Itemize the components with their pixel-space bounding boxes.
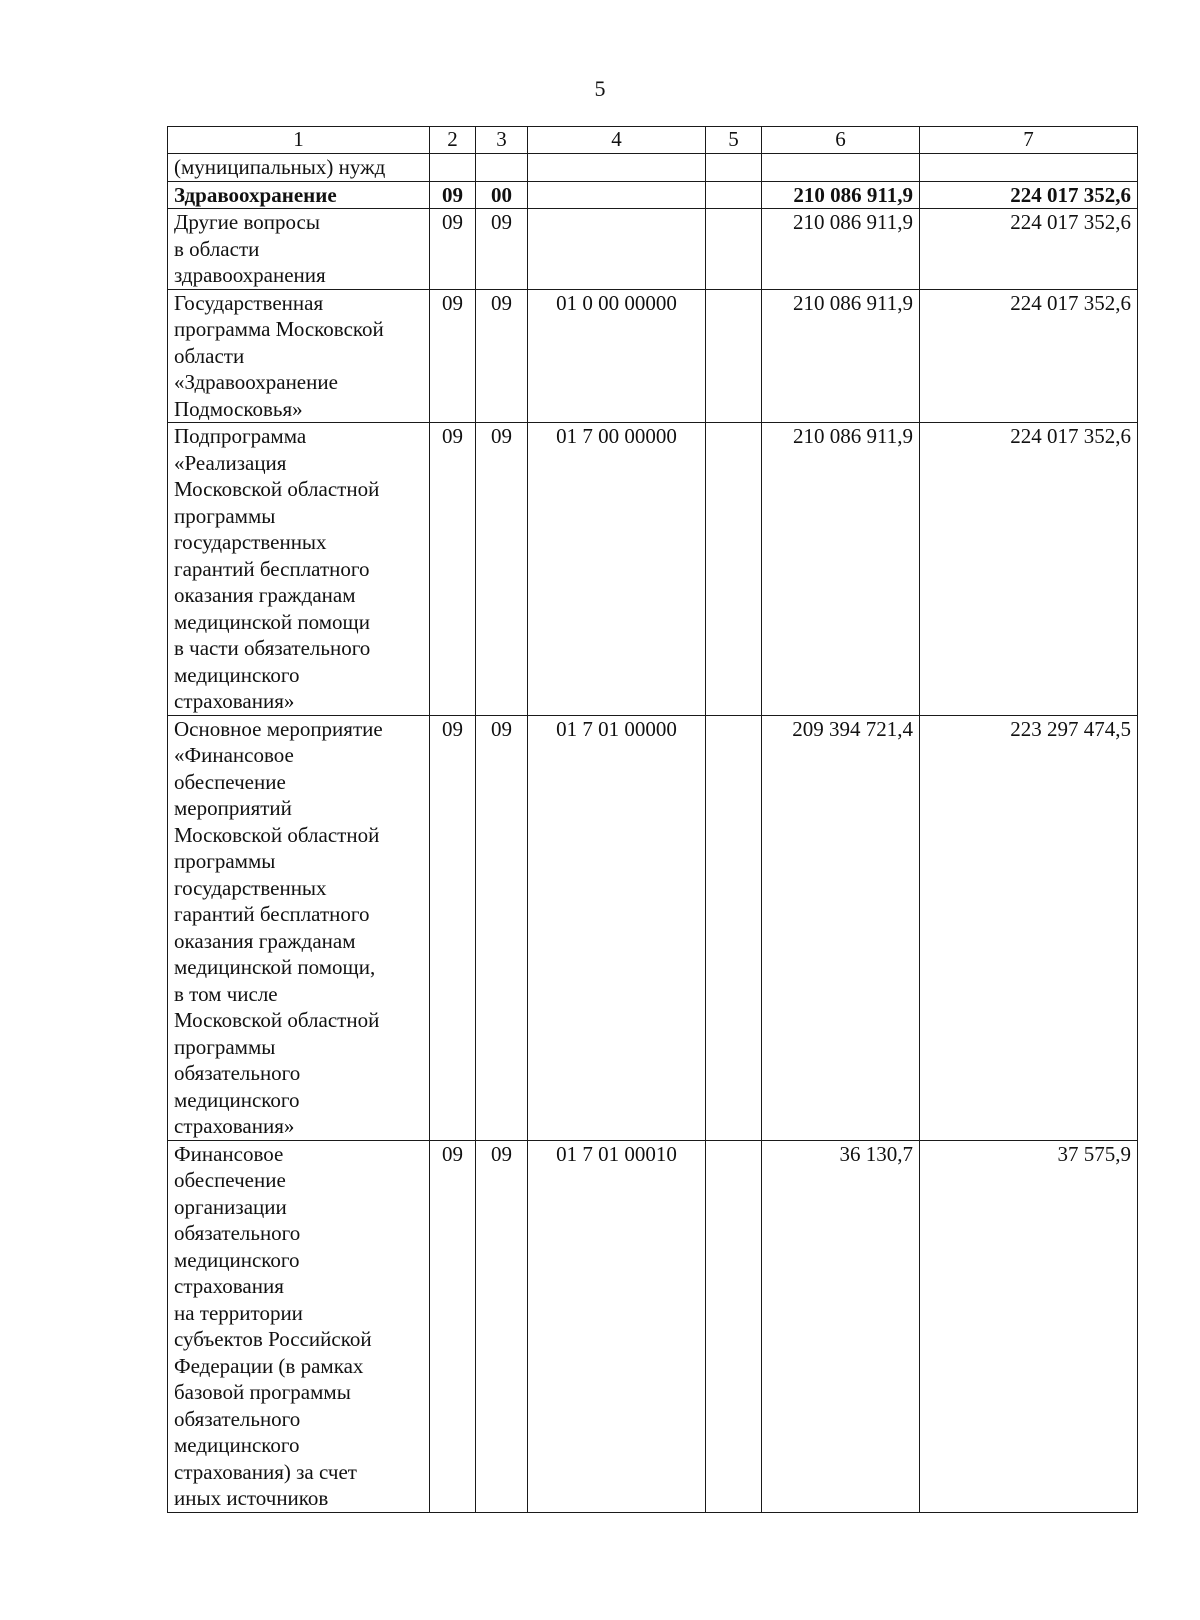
row-podrazdel: 09 [476, 1140, 528, 1512]
column-header-2: 2 [430, 127, 476, 154]
column-header-3: 3 [476, 127, 528, 154]
row-sum-year1: 36 130,7 [762, 1140, 920, 1512]
row-podrazdel: 09 [476, 715, 528, 1140]
row-name: Финансовое обеспечение организации обязательного медицинского страхования на территории субъектов Российской Федерации (в рамках базовой программы обязательного медицинского страхования) за счет иных источников [168, 1140, 430, 1512]
row-expense-type [706, 209, 762, 290]
row-target-article: 01 7 01 00000 [528, 715, 706, 1140]
row-sum-year1: 209 394 721,4 [762, 715, 920, 1140]
row-sum-year1: 210 086 911,9 [762, 181, 920, 209]
row-sum-year2 [920, 154, 1138, 182]
row-target-article [528, 209, 706, 290]
table-row [168, 1140, 1138, 1512]
table-header-row [168, 127, 1138, 154]
row-sum-year2: 37 575,9 [920, 1140, 1138, 1512]
row-name: Другие вопросы в области здравоохранения [168, 209, 430, 290]
row-sum-year2: 224 017 352,6 [920, 181, 1138, 209]
row-sum-year2: 224 017 352,6 [920, 289, 1138, 423]
row-sum-year2: 224 017 352,6 [920, 423, 1138, 716]
column-header-6: 6 [762, 127, 920, 154]
table-row [168, 423, 1138, 716]
row-target-article: 01 0 00 00000 [528, 289, 706, 423]
table-row [168, 181, 1138, 209]
table-row [168, 209, 1138, 290]
row-podrazdel: 09 [476, 423, 528, 716]
row-podrazdel: 09 [476, 209, 528, 290]
row-expense-type [706, 289, 762, 423]
row-name: Здравоохранение [168, 181, 430, 209]
row-expense-type [706, 181, 762, 209]
row-name: Основное мероприятие «Финансовое обеспечение мероприятий Московской областной программы государственных гарантий бесплатного оказания гражданам медицинской помощи, в том числе Московской областной программы обязательного медицинского страхования» [168, 715, 430, 1140]
row-podrazdel [476, 154, 528, 182]
row-expense-type [706, 1140, 762, 1512]
row-target-article: 01 7 01 00010 [528, 1140, 706, 1512]
row-razdel: 09 [430, 1140, 476, 1512]
row-expense-type [706, 154, 762, 182]
row-podrazdel: 09 [476, 289, 528, 423]
column-header-1: 1 [168, 127, 430, 154]
column-header-5: 5 [706, 127, 762, 154]
row-razdel: 09 [430, 181, 476, 209]
row-sum-year2: 223 297 474,5 [920, 715, 1138, 1140]
table-row [168, 289, 1138, 423]
row-name: Подпрограмма «Реализация Московской областной программы государственных гарантий бесплатного оказания гражданам медицинской помощи в части обязательного медицинского страхования» [168, 423, 430, 716]
row-sum-year1: 210 086 911,9 [762, 209, 920, 290]
row-sum-year1 [762, 154, 920, 182]
row-razdel: 09 [430, 423, 476, 716]
row-target-article [528, 181, 706, 209]
row-sum-year2: 224 017 352,6 [920, 209, 1138, 290]
row-razdel [430, 154, 476, 182]
row-expense-type [706, 715, 762, 1140]
row-sum-year1: 210 086 911,9 [762, 289, 920, 423]
row-razdel: 09 [430, 289, 476, 423]
row-name: (муниципальных) нужд [168, 154, 430, 182]
column-header-7: 7 [920, 127, 1138, 154]
row-podrazdel: 00 [476, 181, 528, 209]
table-row [168, 715, 1138, 1140]
row-sum-year1: 210 086 911,9 [762, 423, 920, 716]
row-name: Государственная программа Московской области «Здравоохранение Подмосковья» [168, 289, 430, 423]
row-razdel: 09 [430, 715, 476, 1140]
row-target-article [528, 154, 706, 182]
column-header-4: 4 [528, 127, 706, 154]
row-expense-type [706, 423, 762, 716]
budget-table [167, 126, 1138, 1513]
row-razdel: 09 [430, 209, 476, 290]
page-number: 5 [594, 76, 606, 101]
table-row [168, 154, 1138, 182]
row-target-article: 01 7 00 00000 [528, 423, 706, 716]
